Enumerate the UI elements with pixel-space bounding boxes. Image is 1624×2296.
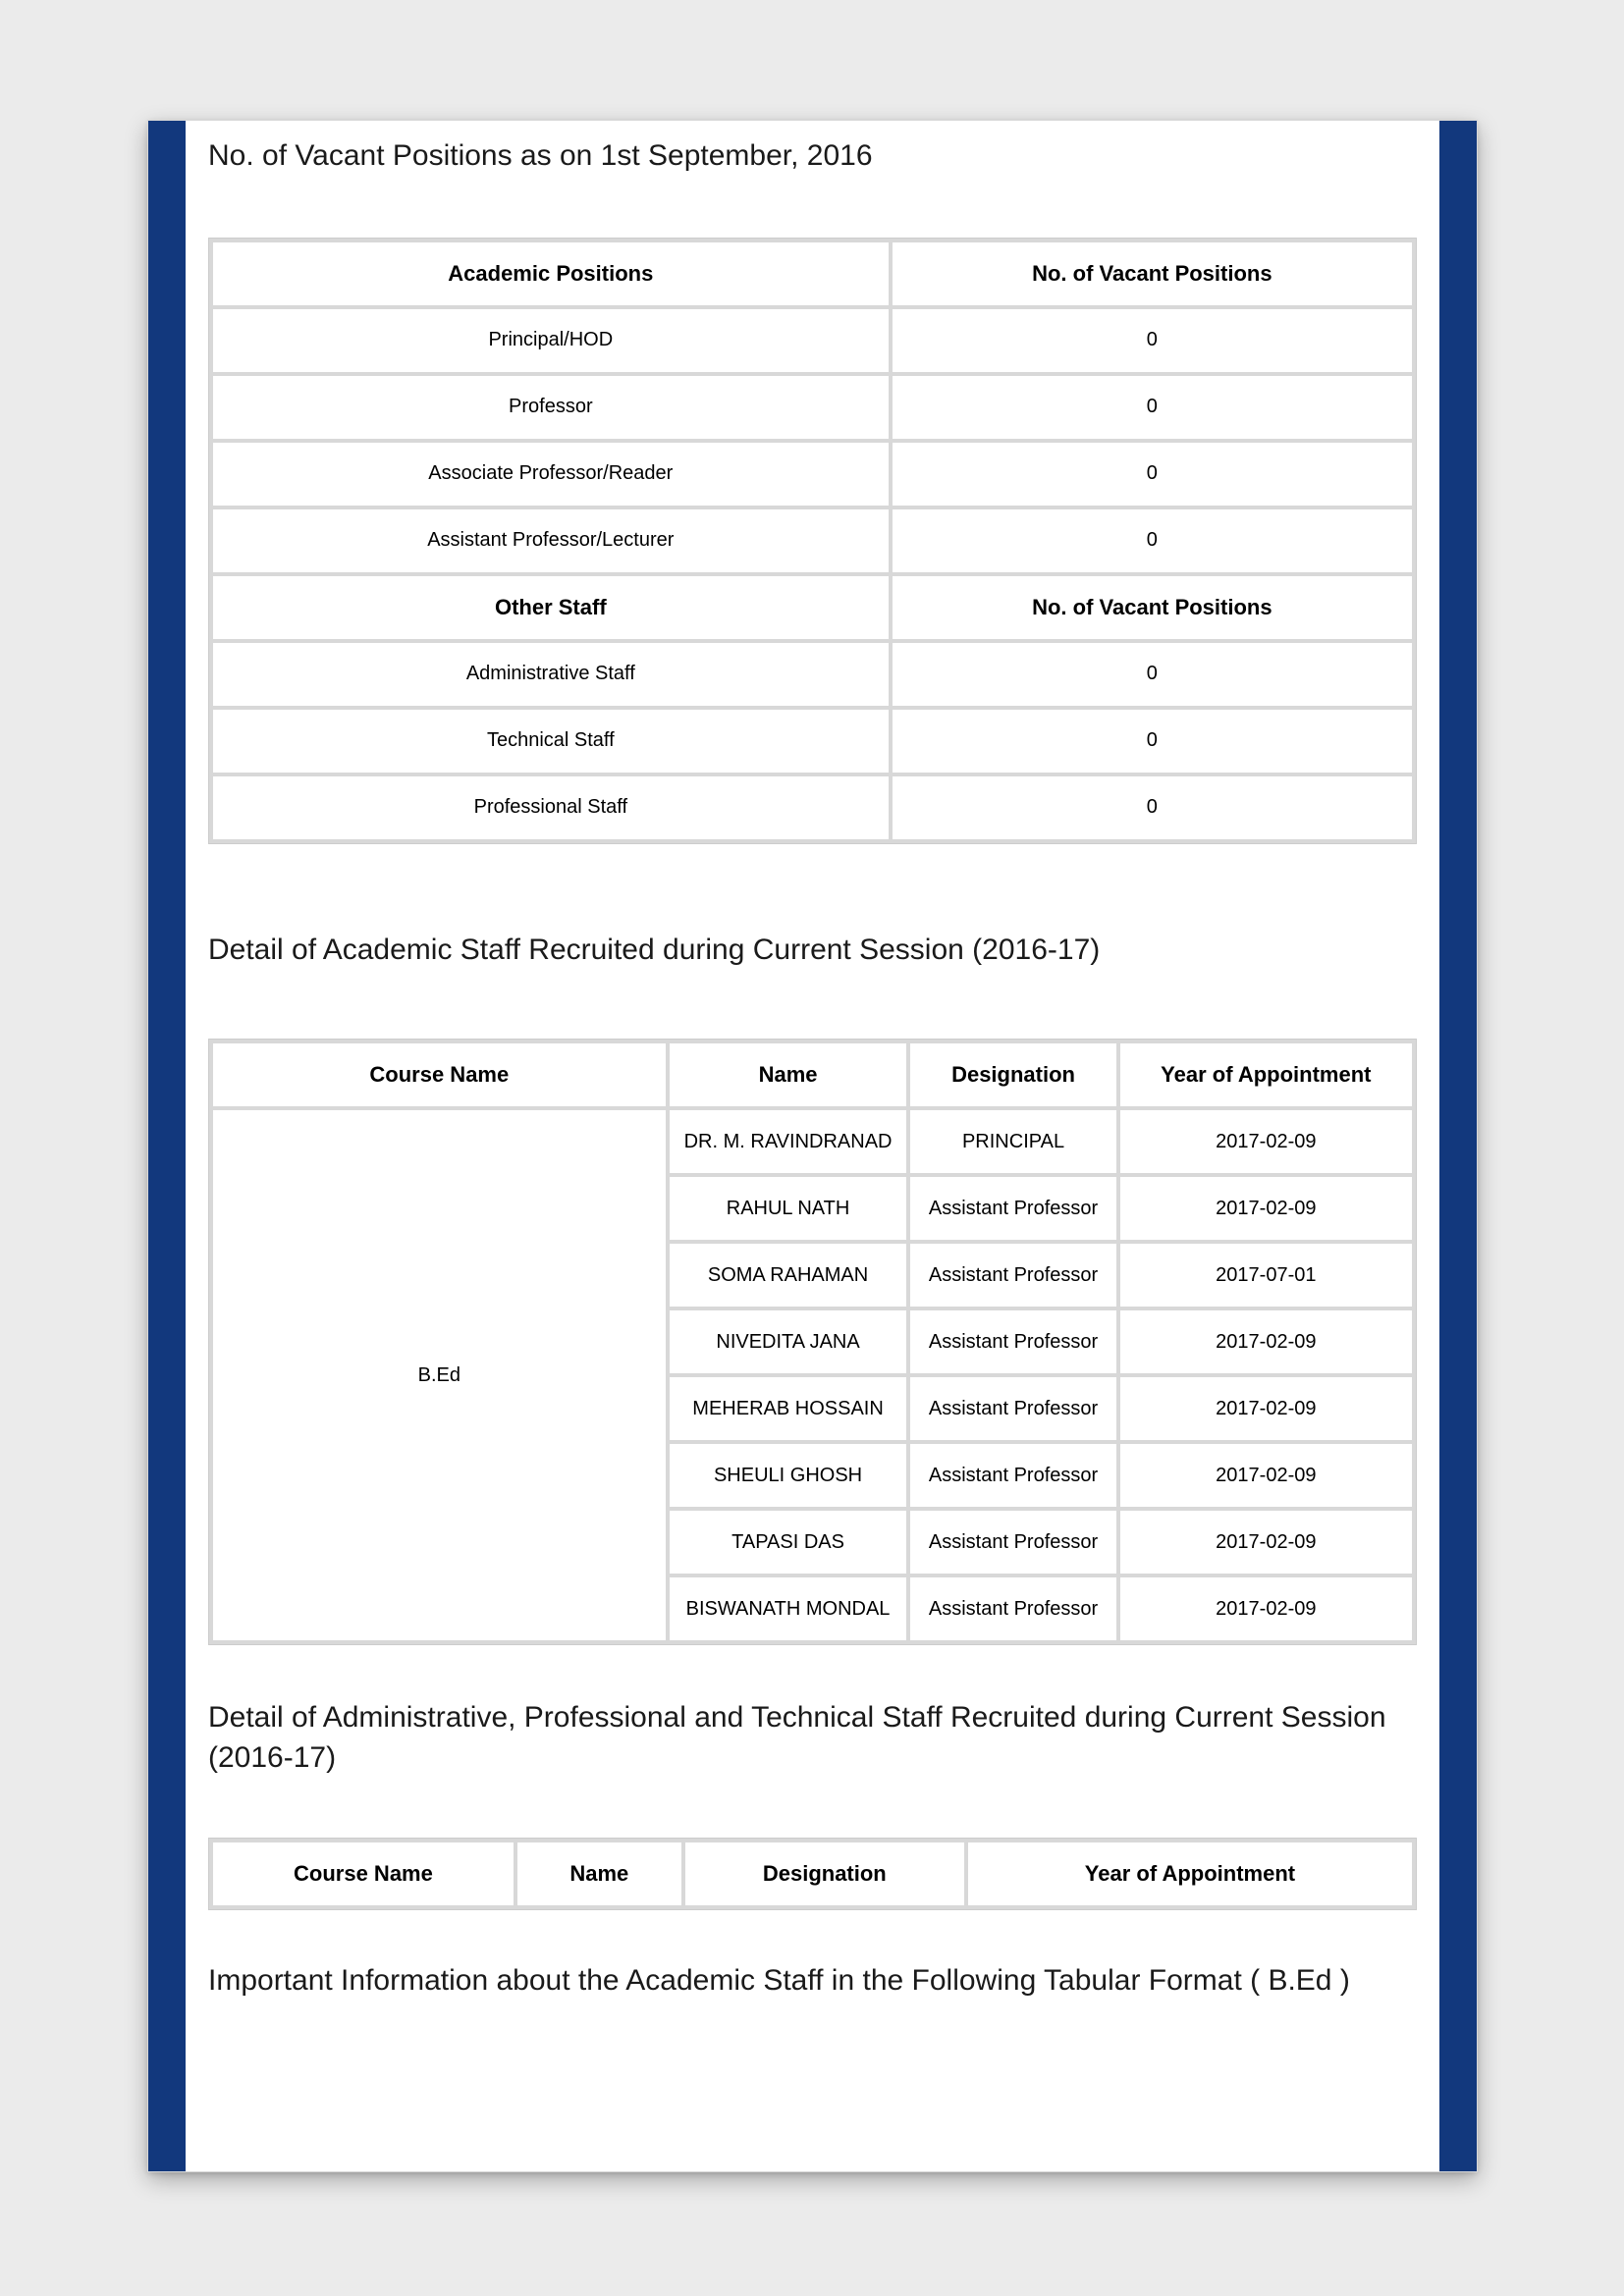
academic-recruited-title: Detail of Academic Staff Recruited during Current Session (2016-17) [208, 933, 1101, 966]
appointment-year: 2017-02-09 [1120, 1310, 1412, 1373]
staff-designation: Assistant Professor [910, 1577, 1115, 1640]
staff-designation: PRINCIPAL [910, 1110, 1115, 1173]
vacant-count-header: No. of Vacant Positions [893, 242, 1412, 305]
vacant-count: 0 [893, 710, 1412, 773]
staff-name: SHEULI GHOSH [670, 1444, 907, 1507]
position-label: Principal/HOD [213, 309, 889, 372]
name-header: Name [517, 1842, 681, 1905]
staff-name: RAHUL NATH [670, 1177, 907, 1240]
vacant-count: 0 [893, 509, 1412, 572]
vacant-count: 0 [893, 443, 1412, 506]
left-accent-bar [148, 121, 186, 2171]
table-row [213, 776, 1412, 839]
vacant-count: 0 [893, 776, 1412, 839]
vacant-count: 0 [893, 309, 1412, 372]
appointment-year: 2017-02-09 [1120, 1110, 1412, 1173]
staff-designation: Assistant Professor [910, 1177, 1115, 1240]
right-accent-bar [1439, 121, 1477, 2171]
report-page [148, 121, 1477, 2171]
page-content [186, 121, 1439, 2171]
staff-name: MEHERAB HOSSAIN [670, 1377, 907, 1440]
important-info-title: Important Information about the Academic Staff in the Following Tabular Format ( B.Ed ) [208, 1964, 1350, 1997]
other-staff-header-row [213, 576, 1412, 639]
name-header: Name [670, 1043, 907, 1106]
course-name-header: Course Name [213, 1043, 666, 1106]
appointment-year: 2017-02-09 [1120, 1577, 1412, 1640]
staff-designation: Assistant Professor [910, 1310, 1115, 1373]
course-name-cell: B.Ed [213, 1110, 666, 1640]
table-row [213, 309, 1412, 372]
position-label: Professional Staff [213, 776, 889, 839]
vacant-positions-title: No. of Vacant Positions as on 1st September, 2016 [208, 139, 873, 172]
appointment-year: 2017-02-09 [1120, 1511, 1412, 1574]
staff-designation: Assistant Professor [910, 1511, 1115, 1574]
admin-recruited-title: Detail of Administrative, Professional and Technical Staff Recruited during Current Session (2016-17) [208, 1701, 1386, 1774]
other-staff-header: Other Staff [213, 576, 889, 639]
position-label: Assistant Professor/Lecturer [213, 509, 889, 572]
appointment-year: 2017-02-09 [1120, 1377, 1412, 1440]
staff-designation: Assistant Professor [910, 1377, 1115, 1440]
academic-positions-header: Academic Positions [213, 242, 889, 305]
table-row [213, 509, 1412, 572]
academic-staff-table [208, 1039, 1417, 1645]
table-row [213, 1110, 1412, 1173]
vacant-count-header: No. of Vacant Positions [893, 576, 1412, 639]
appointment-year: 2017-02-09 [1120, 1444, 1412, 1507]
staff-name: DR. M. RAVINDRANAD [670, 1110, 907, 1173]
staff-name: TAPASI DAS [670, 1511, 907, 1574]
staff-designation: Assistant Professor [910, 1244, 1115, 1307]
position-label: Administrative Staff [213, 643, 889, 706]
admin-staff-header-row [213, 1842, 1412, 1905]
staff-name: NIVEDITA JANA [670, 1310, 907, 1373]
year-header: Year of Appointment [1120, 1043, 1412, 1106]
table-row [213, 376, 1412, 439]
position-label: Professor [213, 376, 889, 439]
staff-designation: Assistant Professor [910, 1444, 1115, 1507]
appointment-year: 2017-07-01 [1120, 1244, 1412, 1307]
year-header: Year of Appointment [968, 1842, 1412, 1905]
vacant-count: 0 [893, 643, 1412, 706]
course-name-header: Course Name [213, 1842, 514, 1905]
designation-header: Designation [910, 1043, 1115, 1106]
table-row [213, 710, 1412, 773]
appointment-year: 2017-02-09 [1120, 1177, 1412, 1240]
table-row [213, 643, 1412, 706]
table-row [213, 443, 1412, 506]
staff-name: BISWANATH MONDAL [670, 1577, 907, 1640]
staff-name: SOMA RAHAMAN [670, 1244, 907, 1307]
vacant-positions-table [208, 238, 1417, 844]
position-label: Technical Staff [213, 710, 889, 773]
academic-staff-header-row [213, 1043, 1412, 1106]
academic-positions-header-row [213, 242, 1412, 305]
designation-header: Designation [685, 1842, 964, 1905]
vacant-count: 0 [893, 376, 1412, 439]
admin-staff-table [208, 1838, 1417, 1910]
position-label: Associate Professor/Reader [213, 443, 889, 506]
